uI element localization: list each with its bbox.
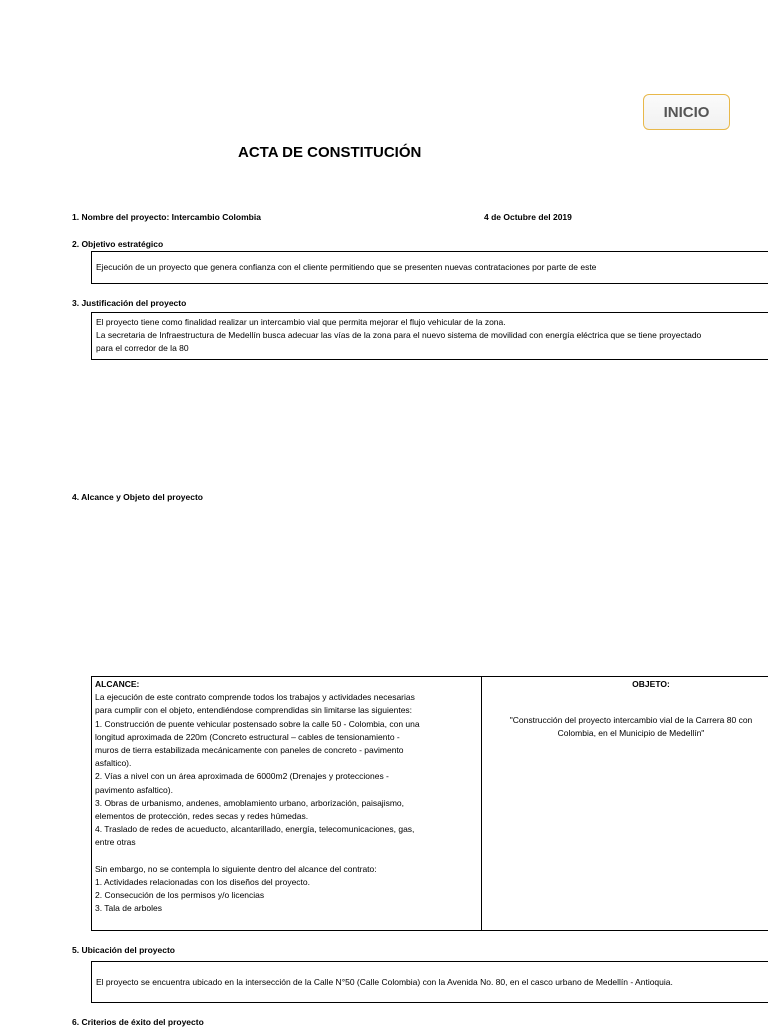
- location-label: 5. Ubicación del proyecto: [72, 945, 175, 955]
- justification-box: [91, 312, 768, 360]
- inicio-button-label: INICIO: [663, 103, 710, 121]
- scope-label: 4. Alcance y Objeto del proyecto: [72, 492, 204, 502]
- justification-line: para el corredor de la 80: [96, 343, 189, 353]
- strategic-objective-text: Ejecución de un proyecto que genera confianza con el cliente permitiendo que se presenten nuevas contrataciones por parte de este: [96, 262, 597, 272]
- objeto-header: OBJETO:: [632, 679, 670, 689]
- alcance-line: Sin embargo, no se contempla lo siguiente dentro del alcance del contrato:: [95, 863, 377, 874]
- alcance-header: ALCANCE:: [95, 679, 140, 689]
- alcance-line: entre otras: [95, 837, 136, 848]
- justification-label: 3. Justificación del proyecto: [72, 298, 187, 308]
- project-date: 4 de Octubre del 2019: [484, 212, 572, 222]
- location-box: [91, 961, 768, 1003]
- page-title: ACTA DE CONSTITUCIÓN: [238, 144, 422, 161]
- alcance-cell: [92, 677, 482, 930]
- justification-line: La secretaria de Infraestructura de Medellín busca adecuar las vías de la zona para el nuevo sistema de movilidad con energía eléctrica que se tiene proyectado: [96, 330, 702, 340]
- objeto-cell: [482, 677, 768, 930]
- location-text: El proyecto se encuentra ubicado en la intersección de la Calle N°50 (Calle Colombia) con la Avenida No. 80, en el casco urbano de Medellín - Antioquia.: [96, 977, 673, 987]
- alcance-line: para cumplir con el objeto, entendiéndose comprendidas sin limitarse las siguientes:: [95, 705, 413, 716]
- alcance-line: 3. Tala de arboles: [95, 903, 162, 914]
- alcance-line: 2. Consecución de los permisos y/o licencias: [95, 890, 265, 901]
- alcance-line: asfaltico).: [95, 758, 132, 769]
- alcance-line: 4. Traslado de redes de acueducto, alcantarillado, energía, telecomunicaciones, gas,: [95, 824, 415, 835]
- alcance-line: longitud aproximada de 220m (Concreto estructural – cables de tensionamiento -: [95, 731, 400, 742]
- alcance-spacer: [95, 850, 478, 863]
- project-name-label: 1. Nombre del proyecto: Intercambio Colombia: [72, 212, 261, 222]
- strategic-objective-box: [91, 251, 768, 284]
- alcance-line: 3. Obras de urbanismo, andenes, amoblamiento urbano, arborización, paisajismo,: [95, 797, 405, 808]
- inicio-button[interactable]: [643, 94, 730, 130]
- alcance-line: 1. Construcción de puente vehicular postensado sobre la calle 50 - Colombia, con una: [95, 718, 420, 729]
- alcance-line: muros de tierra estabilizada mecánicamente con paneles de concreto - pavimento: [95, 745, 404, 756]
- success-criteria-label: 6. Criterios de éxito del proyecto: [72, 1017, 204, 1027]
- justification-line: El proyecto tiene como finalidad realizar un intercambio vial que permita mejorar el flujo vehicular de la zona.: [96, 317, 506, 327]
- alcance-line: 2. Vías a nivel con un área aproximada de 6000m2 (Drenajes y protecciones -: [95, 771, 389, 782]
- scope-object-table: [91, 676, 768, 931]
- objeto-line: Colombia, en el Municipio de Medellín": [557, 728, 705, 739]
- alcance-line: pavimento asfaltico).: [95, 784, 173, 795]
- alcance-line: 1. Actividades relacionadas con los diseños del proyecto.: [95, 877, 310, 888]
- alcance-line: La ejecución de este contrato comprende todos los trabajos y actividades necesarias: [95, 692, 415, 703]
- objeto-line: "Construcción del proyecto intercambio vial de la Carrera 80 con: [509, 715, 753, 726]
- strategic-objective-label: 2. Objetivo estratégico: [72, 239, 164, 249]
- alcance-line: elementos de protección, redes secas y redes húmedas.: [95, 811, 309, 822]
